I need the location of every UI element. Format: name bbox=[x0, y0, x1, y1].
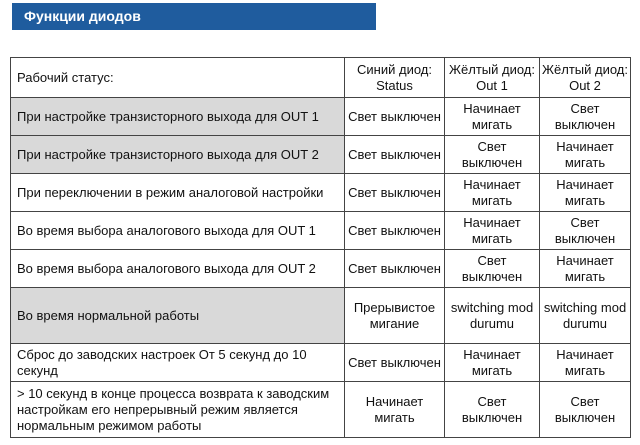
row-value-status: Свет выключен bbox=[345, 250, 445, 288]
row-value-status: Свет выключен bbox=[345, 174, 445, 212]
table-row bbox=[11, 382, 631, 438]
row-value-out1: Начинает мигать bbox=[445, 98, 540, 136]
table-row bbox=[11, 98, 631, 136]
row-value-out1: Свет выключен bbox=[445, 250, 540, 288]
row-value-out2: Свет выключен bbox=[540, 212, 631, 250]
column-header-blue-status: Синий диод: Status bbox=[345, 58, 445, 98]
table-row bbox=[11, 174, 631, 212]
row-value-status: Свет выключен bbox=[345, 136, 445, 174]
section-title: Функции диодов bbox=[24, 8, 141, 24]
row-value-out2: Начинает мигать bbox=[540, 174, 631, 212]
row-label: Сброс до заводских настроек От 5 секунд до 10 секунд bbox=[11, 344, 345, 382]
row-label: При переключении в режим аналоговой настройки bbox=[11, 174, 345, 212]
row-value-out1: Начинает мигать bbox=[445, 344, 540, 382]
row-value-out2: Начинает мигать bbox=[540, 136, 631, 174]
status-header-cell: Рабочий статус: bbox=[11, 58, 345, 98]
row-label: Во время выбора аналогового выхода для OUT 1 bbox=[11, 212, 345, 250]
row-label: Во время выбора аналогового выхода для OUT 2 bbox=[11, 250, 345, 288]
table-header-row bbox=[11, 58, 631, 98]
row-value-out2: Свет выключен bbox=[540, 98, 631, 136]
row-value-status: Свет выключен bbox=[345, 344, 445, 382]
row-label: При настройке транзисторного выхода для OUT 1 bbox=[11, 98, 345, 136]
row-label: > 10 секунд в конце процесса возврата к заводским настройкам его непрерывный режим является нормальным режимом работы bbox=[11, 382, 345, 438]
diode-functions-table bbox=[10, 57, 631, 438]
table-row bbox=[11, 136, 631, 174]
section-title-bar bbox=[12, 3, 376, 30]
table-row bbox=[11, 250, 631, 288]
column-header-yellow-out2: Жёлтый диод: Out 2 bbox=[540, 58, 631, 98]
row-label: При настройке транзисторного выхода для OUT 2 bbox=[11, 136, 345, 174]
row-label: Во время нормальной работы bbox=[11, 288, 345, 344]
table-row bbox=[11, 288, 631, 344]
row-value-status: Свет выключен bbox=[345, 98, 445, 136]
row-value-out1: Начинает мигать bbox=[445, 174, 540, 212]
table-row bbox=[11, 212, 631, 250]
row-value-out2: Начинает мигать bbox=[540, 344, 631, 382]
column-header-yellow-out1: Жёлтый диод: Out 1 bbox=[445, 58, 540, 98]
row-value-status: Прерывистое мигание bbox=[345, 288, 445, 344]
row-value-out2: switching mod durumu bbox=[540, 288, 631, 344]
row-value-status: Свет выключен bbox=[345, 212, 445, 250]
row-value-out2: Свет выключен bbox=[540, 382, 631, 438]
table-row bbox=[11, 344, 631, 382]
row-value-out2: Начинает мигать bbox=[540, 250, 631, 288]
row-value-status: Начинает мигать bbox=[345, 382, 445, 438]
row-value-out1: switching mod durumu bbox=[445, 288, 540, 344]
row-value-out1: Свет выключен bbox=[445, 136, 540, 174]
row-value-out1: Свет выключен bbox=[445, 382, 540, 438]
row-value-out1: Начинает мигать bbox=[445, 212, 540, 250]
